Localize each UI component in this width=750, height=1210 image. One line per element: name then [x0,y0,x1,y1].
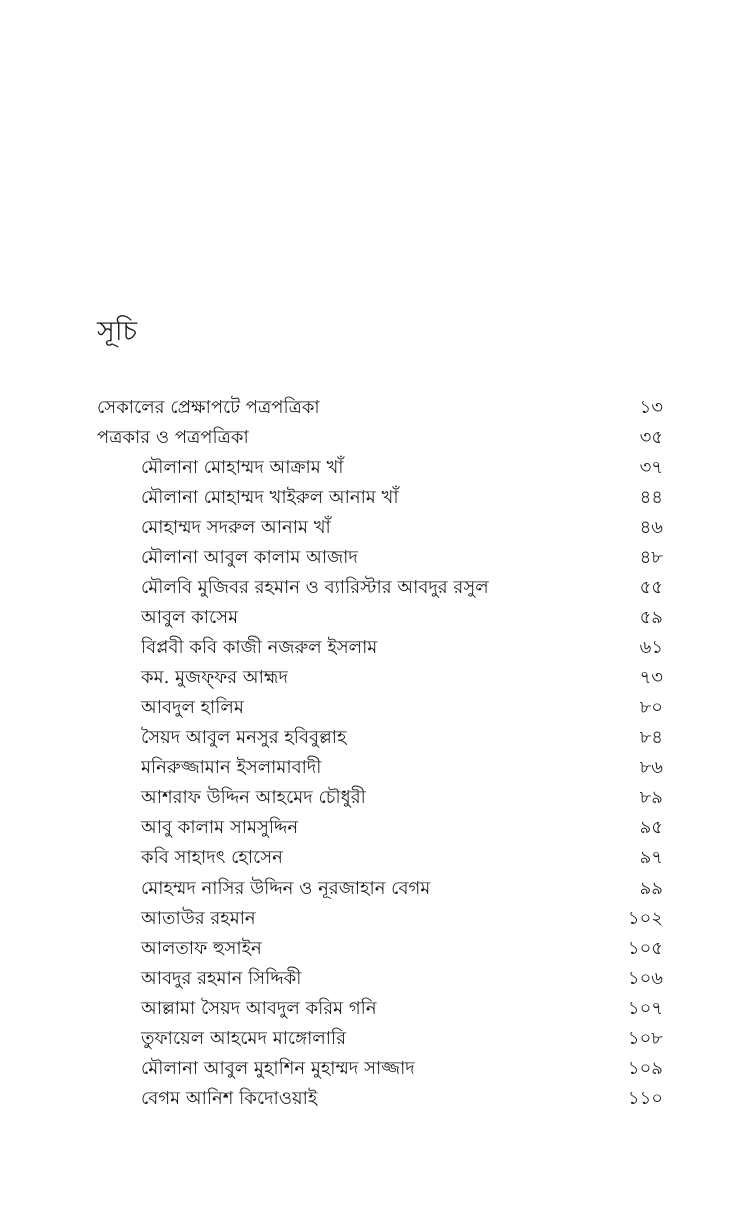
toc-entry [97,663,663,693]
toc-entry-page-number: ১০৬ [627,967,663,989]
toc-entry-title: মোহম্মদ নাসির উদ্দিন ও নূরজাহান বেগম [141,877,431,899]
toc-entry-title: তুফায়েল আহমেদ মাঙ্গোলারি [141,1027,346,1049]
toc-entry-page-number: ৯৭ [639,847,663,869]
toc-entry-title: আলতাফ হুসাইন [141,937,262,959]
toc-entry-page-number: ৮৪ [639,727,663,749]
toc-entry-title: আবু কালাম সামসুদ্দিন [141,817,299,839]
toc-entry [97,573,663,603]
toc-entry-page-number: ১৩ [639,397,663,418]
toc-entry-title: মৌলানা আবুল মুহাশিন মুহাম্মদ সাজ্জাদ [141,1057,415,1079]
toc-entry-page-number: ৪৪ [639,487,663,509]
toc-list [97,393,663,1114]
toc-entry-title: বেগম আনিশ কিদোওয়াই [141,1087,318,1109]
toc-entry-title: আবুল কাসেম [141,607,239,629]
toc-heading: সূচি [97,316,138,347]
toc-entry-page-number: ১০২ [627,907,663,929]
toc-entry-title: পত্রকার ও পত্রপত্রিকা [97,427,249,449]
toc-entry [97,783,663,813]
toc-entry-page-number: ৩৫ [639,427,663,449]
toc-entry [97,633,663,663]
toc-entry-title: সৈয়দ আবুল মনসুর হবিবুল্লাহ [141,727,347,749]
toc-entry-title: কবি সাহাদৎ হোসেন [141,847,283,869]
toc-entry [97,964,663,994]
toc-entry-page-number: ৫৫ [639,577,663,599]
toc-entry-title: মৌলবি মুজিবর রহমান ও ব্যারিস্টার আবদুর রসুল [141,577,489,599]
toc-entry [97,423,663,453]
toc-entry-title: সেকালের প্রেক্ষাপটে পত্রপত্রিকা [97,397,320,418]
toc-entry-title: মোহাম্মদ সদরুল আনাম খাঁ [141,517,331,539]
toc-entry [97,994,663,1024]
toc-entry [97,1054,663,1084]
toc-entry [97,1084,663,1114]
toc-entry-page-number: ১১০ [627,1087,663,1109]
toc-entry-page-number: ১০৯ [627,1057,663,1079]
toc-entry [97,393,663,423]
toc-entry-page-number: ৬১ [639,637,663,659]
toc-entry-title: আবদুর রহমান সিদ্দিকী [141,967,302,989]
toc-entry-title: আশরাফ উদ্দিন আহমেদ চৌধুরী [141,787,366,809]
toc-entry-page-number: ৯৯ [639,877,663,899]
toc-entry [97,543,663,573]
toc-entry-title: আল্লামা সৈয়দ আবদুল করিম গনি [141,997,377,1019]
toc-entry [97,904,663,934]
toc-entry-page-number: ১০৫ [627,937,663,959]
toc-entry-title: মৌলানা মোহাম্মদ খাইরুল আনাম খাঁ [141,487,399,509]
toc-entry-page-number: ১০৮ [627,1027,663,1049]
toc-entry-title: আতাউর রহমান [141,907,256,929]
toc-entry-title: মৌলানা আবুল কালাম আজাদ [141,547,358,569]
toc-entry [97,1024,663,1054]
toc-entry-page-number: ৮৯ [639,787,663,809]
toc-entry [97,603,663,633]
toc-entry [97,813,663,843]
toc-entry-page-number: ৯৫ [639,817,663,839]
toc-entry [97,934,663,964]
toc-entry-title: আবদুল হালিম [141,697,244,719]
toc-entry-page-number: ৪৬ [639,517,663,539]
toc-entry-page-number: ৫৯ [639,607,663,629]
toc-entry [97,843,663,873]
toc-entry-page-number: ৮০ [639,697,663,719]
toc-entry [97,513,663,543]
toc-entry [97,453,663,483]
toc-entry [97,753,663,783]
toc-entry-page-number: ৮৬ [639,757,663,779]
toc-entry-page-number: ১০৭ [627,997,663,1019]
toc-entry-page-number: ৭৩ [639,667,663,689]
toc-entry [97,483,663,513]
toc-entry-title: বিপ্লবী কবি কাজী নজরুল ইসলাম [141,637,378,659]
toc-entry-page-number: ৪৮ [639,547,663,569]
toc-entry-page-number: ৩৭ [639,457,663,479]
toc-entry [97,874,663,904]
toc-entry-title: মনিরুজ্জামান ইসলামাবাদী [141,757,322,779]
toc-entry-title: কম. মুজফ্ফর আহ্মদ [141,667,288,689]
toc-entry-title: মৌলানা মোহাম্মদ আক্রাম খাঁ [141,457,344,479]
toc-entry [97,723,663,753]
toc-entry [97,693,663,723]
